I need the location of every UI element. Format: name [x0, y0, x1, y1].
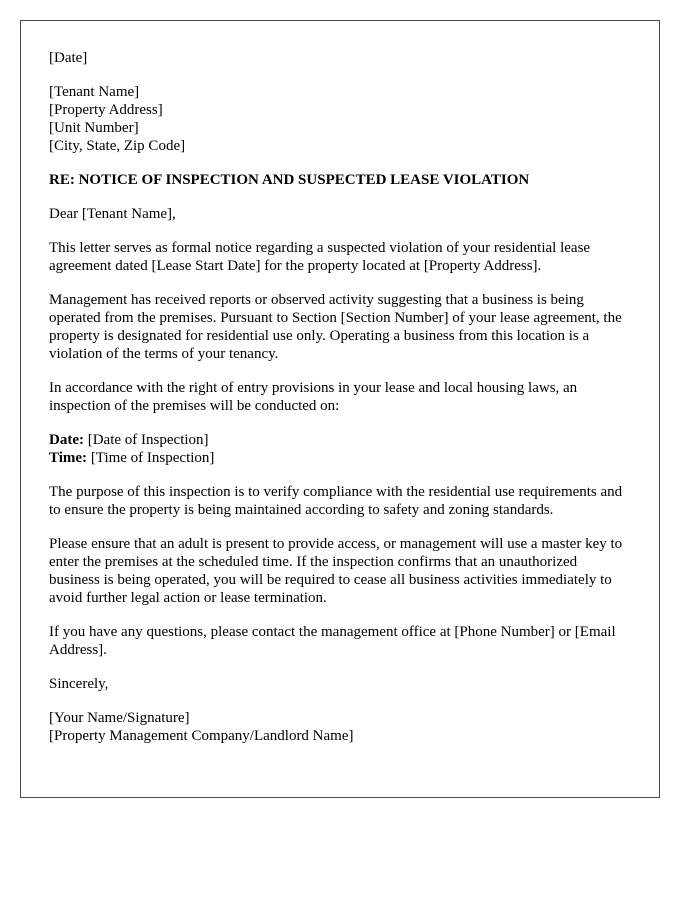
property-address: [Property Address] — [49, 102, 163, 118]
paragraph-access: Please ensure that an adult is present to provide access, or management will use a master key to enter the premises at the scheduled time. If the inspection confirms that an unauthorized business is being operated, you will be required to cease all business activities immediately to avoid further legal action or lease termination. — [49, 536, 623, 606]
signature-name: [Your Name/Signature] — [49, 710, 190, 726]
date-line — [49, 49, 631, 67]
signature-block — [49, 709, 631, 745]
letter-date: [Date] — [49, 50, 88, 66]
inspection-date-value: [Date of Inspection] — [83, 432, 209, 448]
paragraph-notice: This letter serves as formal notice regarding a suspected violation of your residential lease agreement dated [Lease Start Date] for the property located at [Property Address]. — [49, 240, 591, 274]
inspection-date-row — [49, 431, 631, 449]
inspection-time-label: Time: — [49, 450, 88, 466]
inspection-time-row — [49, 449, 631, 467]
inspection-details — [49, 431, 631, 467]
paragraph-violation: Management has received reports or observed activity suggesting that a business is being operated from the premises. Pursuant to Section [Section Number] of your lease agreement, the property is designated for residential use only. Operating a business from this location is a violation of the terms of your tenancy. — [49, 292, 622, 362]
inspection-date-label: Date: — [49, 432, 84, 448]
unit-number: [Unit Number] — [49, 120, 139, 136]
city-state-zip: [City, State, Zip Code] — [49, 138, 186, 154]
signature-company: [Property Management Company/Landlord Name] — [49, 728, 354, 744]
inspection-time-value: [Time of Inspection] — [87, 450, 215, 466]
paragraph-contact: If you have any questions, please contact the management office at [Phone Number] or [Email Address]. — [49, 624, 616, 658]
subject-line: RE: NOTICE OF INSPECTION AND SUSPECTED LEASE VIOLATION — [49, 172, 530, 188]
paragraph-purpose: The purpose of this inspection is to verify compliance with the residential use requirements and to ensure the property is being maintained according to safety and zoning standards. — [49, 484, 623, 518]
salutation: Dear [Tenant Name], — [49, 206, 176, 222]
recipient-address — [49, 83, 631, 155]
tenant-name: [Tenant Name] — [49, 84, 140, 100]
paragraph-inspection-intro: In accordance with the right of entry provisions in your lease and local housing laws, an inspection of the premises will be conducted on: — [49, 380, 578, 414]
letter-page — [20, 20, 660, 798]
closing: Sincerely, — [49, 676, 109, 692]
